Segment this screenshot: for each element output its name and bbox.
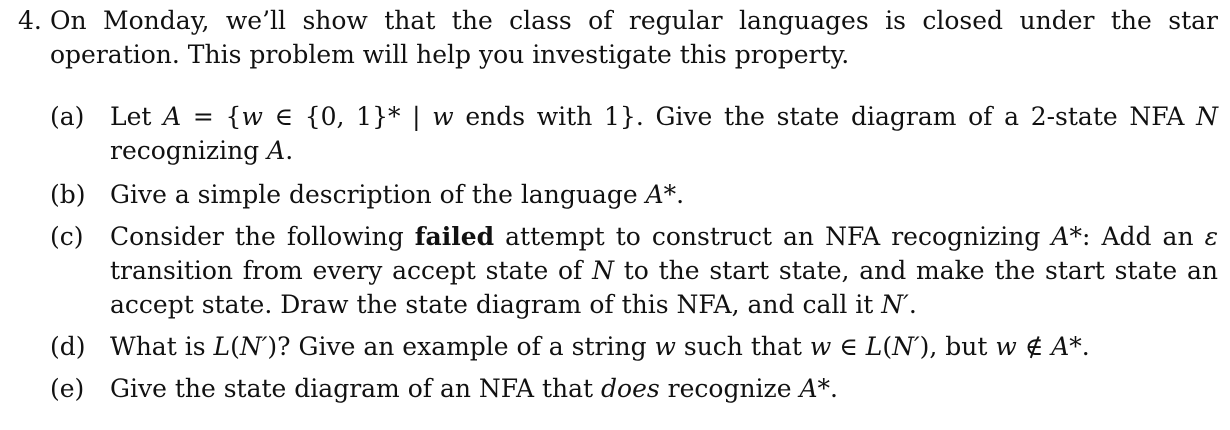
part-b [50,178,1218,212]
text: *. [663,180,685,209]
text: ( [882,332,893,361]
math: N [1196,102,1219,131]
text: ∈ {0, 1}* | [262,102,433,131]
problem-intro: On Monday, we’ll show that the class of regular languages is closed under the star operation. This problem will help you investigate this property. [50,6,1218,69]
math: N′ [881,290,909,319]
text: *. [817,374,838,403]
text: ( [230,332,240,361]
text: transition from every accept state of [110,256,593,285]
part-e-text [110,372,1218,406]
math: A [799,374,818,403]
part-c-text [110,220,1218,322]
text: Let [110,102,164,131]
part-label: (d) [50,332,86,361]
text: ), but [919,332,996,361]
part-label: (c) [50,222,84,251]
problem-number: 4. [18,6,42,35]
part-a-text [110,100,1218,168]
math: A [267,136,286,165]
part-d-text [110,330,1218,364]
text: Give a simple description of the language [110,180,646,209]
part-label: (e) [50,374,85,403]
part-a [50,100,1218,168]
part-d [50,330,1218,364]
text: )? Give an example of a string [267,332,655,361]
text: ∉ [1016,332,1052,361]
problem-4 [18,4,1218,416]
math: L [865,332,883,361]
math: ε [1204,222,1219,251]
text: ends with 1}. Give the state diagram of a 2-state NFA [453,102,1197,131]
text: to the start state, and make the start state an accept state. Draw the state diagram of this NFA, and call it [110,256,1218,319]
text: = { [181,102,242,131]
math: L [213,332,231,361]
part-label: (a) [50,102,85,131]
problem-parts [50,100,1218,406]
text: recognize [659,374,800,403]
text: Give the state diagram of an NFA that [110,374,602,403]
emphasis-text: does [601,374,660,403]
math: N′ [239,332,268,361]
part-c [50,220,1218,322]
text: . [908,290,917,319]
text: *: Add an [1069,222,1205,251]
part-b-text [110,178,1218,212]
text: . [285,136,294,165]
text: ∈ [831,332,866,361]
math: w [654,332,676,361]
math: N [592,256,614,285]
math: A [163,102,182,131]
math: N′ [892,332,920,361]
math: w [432,102,454,131]
text: What is [110,332,214,361]
text: such that [675,332,810,361]
problem-intro-line [18,4,1218,72]
text: Consider the following [110,222,415,251]
math: w [809,332,832,361]
text: attempt to construct an NFA recognizing [494,222,1052,251]
text: *. [1069,332,1090,361]
math: w [241,102,263,131]
part-label: (b) [50,180,86,209]
part-e [50,372,1218,406]
text: recognizing [110,136,268,165]
math: w [995,332,1017,361]
math: A [645,180,664,209]
math: A [1051,222,1070,251]
bold-text: failed [414,222,495,251]
math: A [1051,332,1070,361]
